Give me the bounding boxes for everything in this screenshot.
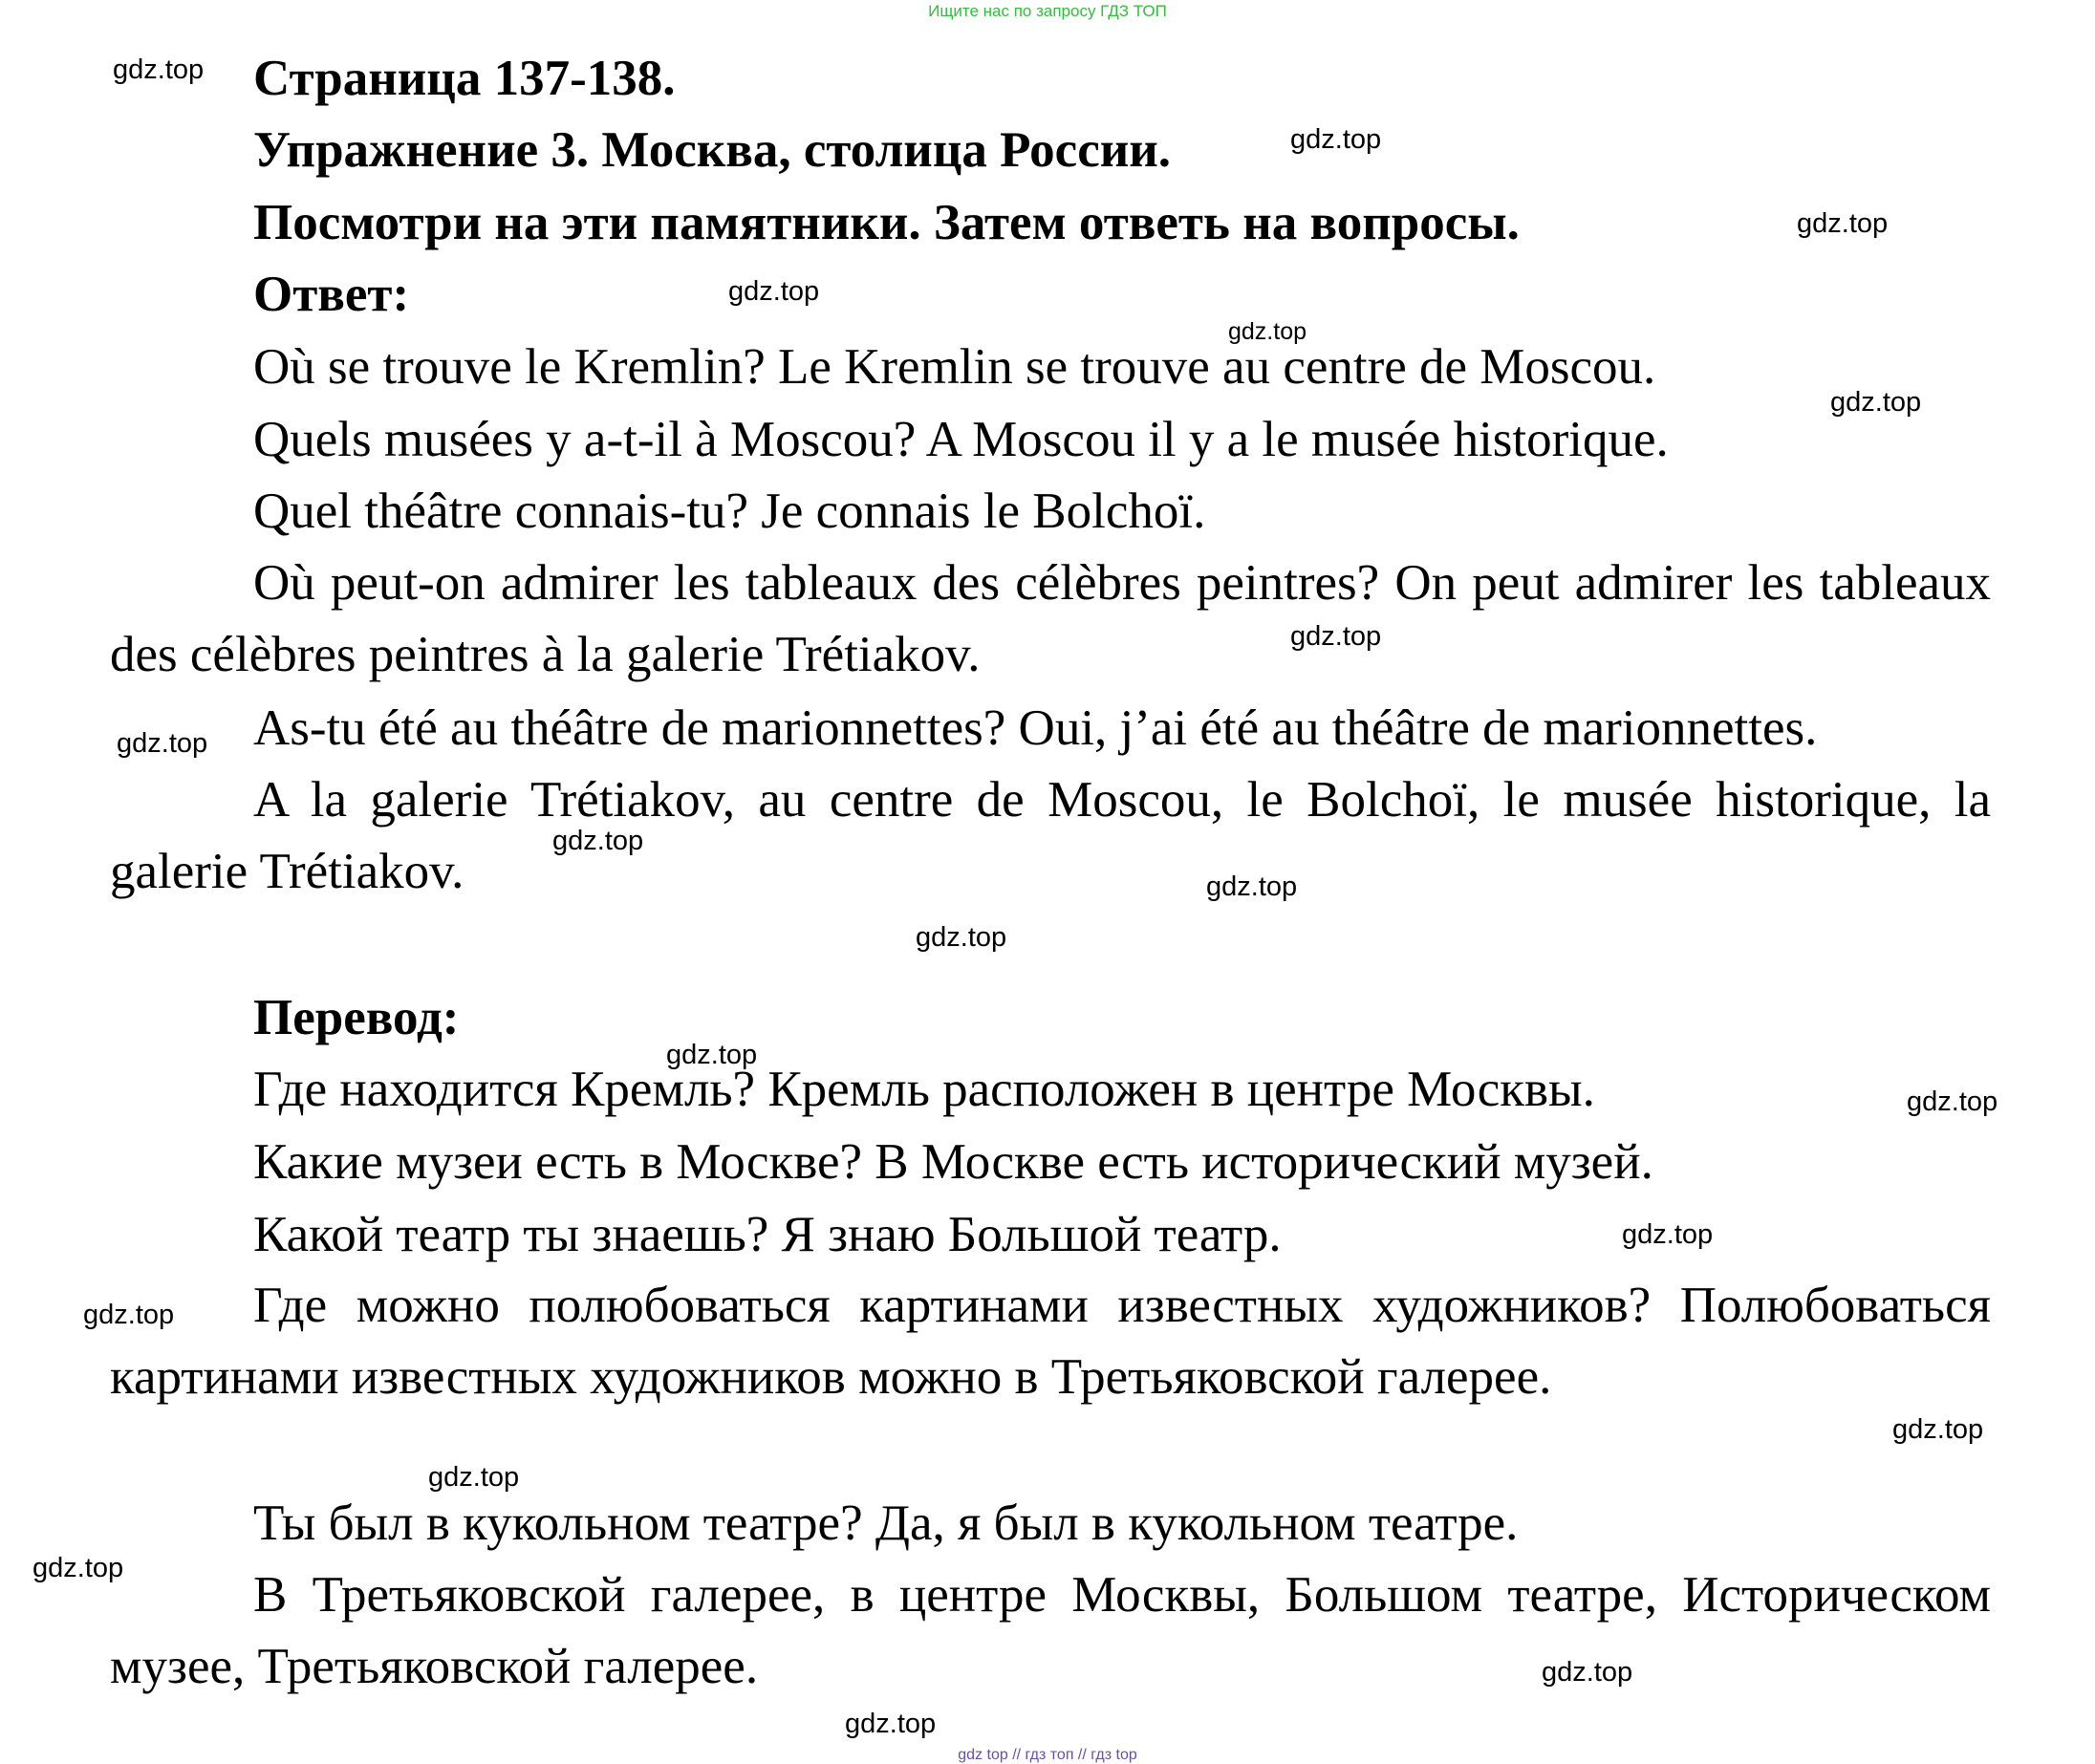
watermark: gdz.top [117, 728, 208, 759]
watermark: gdz.top [1622, 1219, 1714, 1250]
answer-line-1: Où se trouve le Kremlin? Le Kremlin se trouve au centre de Moscou. [253, 339, 1656, 395]
translation-paragraph-6: В Третьяковской галерее, в центре Москвы, Большом театре, Историческом музее, Третьяковской галерее. [110, 1567, 1991, 1694]
watermark: gdz.top [1907, 1086, 1998, 1117]
watermark: gdz.top [1206, 871, 1298, 902]
top-banner[interactable]: Ищите нас по запросу ГДЗ ТОП [928, 2, 1167, 20]
answer-paragraph-6: A la galerie Trétiakov, au centre de Moscou, le Bolchoï, le musée historique, la galerie Trétiakov. [110, 772, 1991, 899]
translation-label: Перевод: [253, 990, 460, 1045]
translation-line-1: Где находится Кремль? Кремль расположен в центре Москвы. [253, 1062, 1595, 1117]
translation-line-2: Какие музеи есть в Москве? В Москве есть исторический музей. [253, 1134, 1653, 1190]
answer-line-5: As-tu été au théâtre de marionnettes? Oui, j’ai été au théâtre de marionnettes. [253, 700, 1818, 756]
watermark: gdz.top [1290, 621, 1382, 652]
watermark: gdz.top [83, 1300, 175, 1330]
watermark: gdz.top [1228, 318, 1307, 345]
exercise-title: Упражнение 3. Москва, столица России. [253, 122, 1172, 178]
answer-label: Ответ: [253, 267, 410, 322]
watermark: gdz.top [1797, 208, 1889, 239]
watermark: gdz.top [428, 1462, 520, 1493]
watermark: gdz.top [845, 1709, 937, 1739]
watermark: gdz.top [916, 922, 1007, 953]
translation-line-3: Какой театр ты знаешь? Я знаю Большой театр. [253, 1207, 1282, 1262]
watermark: gdz.top [552, 826, 644, 856]
watermark: gdz.top [1290, 124, 1382, 155]
answer-line-3: Quel théâtre connais-tu? Je connais le Bolchoï. [253, 484, 1206, 539]
task-text: Посмотри на эти памятники. Затем ответь на вопросы. [253, 195, 1520, 250]
watermark: gdz.top [1542, 1657, 1633, 1688]
answer-line-2: Quels musées y a-t-il à Moscou? A Moscou il y a le musée historique. [253, 412, 1669, 467]
watermark: gdz.top [32, 1553, 124, 1583]
translation-paragraph-4: Где можно полюбоваться картинами известных художников? Полюбоваться картинами известных художников можно в Третьяковской галерее. [110, 1278, 1991, 1405]
answer-paragraph-4: Où peut-on admirer les tableaux des célèbres peintres? On peut admirer les tableaux des célèbres peintres à la galerie Trétiakov. [110, 555, 1991, 682]
watermark: gdz.top [113, 54, 205, 85]
translation-line-5: Ты был в кукольном театре? Да, я был в кукольном театре. [253, 1495, 1519, 1551]
bottom-banner[interactable]: gdz top // гдз топ // гдз top [958, 1747, 1137, 1763]
watermark: gdz.top [1830, 387, 1922, 418]
watermark: gdz.top [666, 1040, 758, 1070]
watermark: gdz.top [1892, 1414, 1984, 1445]
watermark: gdz.top [728, 276, 820, 307]
page-title: Страница 137-138. [253, 51, 676, 106]
